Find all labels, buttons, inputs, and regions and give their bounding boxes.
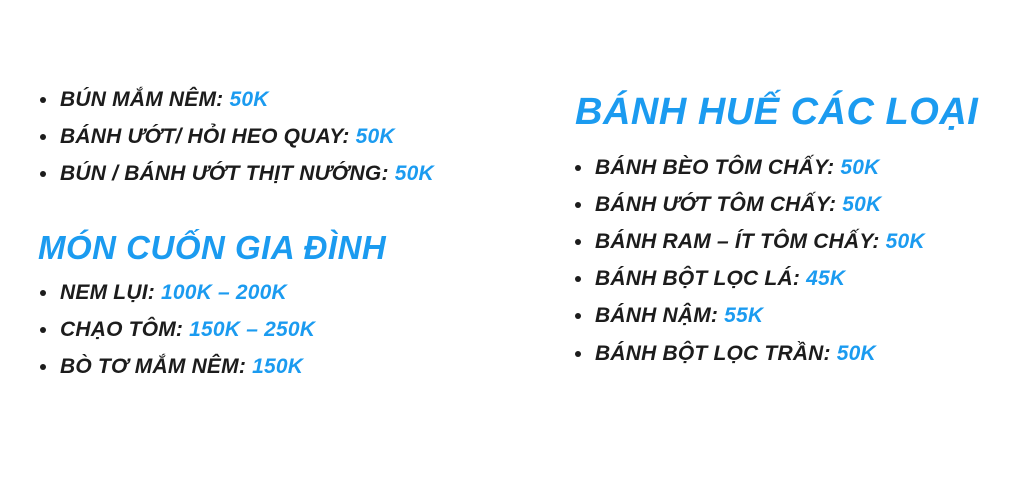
menu-item-name: BÒ TƠ MẮM NÊM:: [60, 355, 247, 378]
right-section-menu-list: [565, 156, 1005, 366]
list-item: [30, 162, 530, 186]
menu-item-price: 50K: [229, 88, 269, 111]
menu-item-price: 50K: [355, 125, 395, 149]
menu-item-name: BÚN MẮM NÊM:: [60, 88, 224, 111]
menu-item-price: 150K: [252, 355, 304, 378]
menu-item-name: BÁNH ƯỚT/ HỎI HEO QUAY:: [60, 125, 350, 149]
list-item: [565, 304, 1005, 328]
menu-item-price: 50K: [394, 162, 434, 186]
menu-item-name: BÁNH BỘT LỌC LÁ:: [595, 267, 801, 291]
list-item: [30, 125, 530, 149]
menu-item-price: 50K: [885, 230, 925, 254]
section-title-banh-hue-cac-loai: BÁNH HUẾ CÁC LOẠI: [575, 91, 979, 133]
menu-item-name: CHẠO TÔM:: [60, 317, 184, 341]
menu-item-price: 55K: [724, 304, 764, 328]
menu-item-name: BÁNH BỘT LỌC TRẦN:: [595, 341, 831, 365]
menu-item-name: BÚN / BÁNH ƯỚT THỊT NƯỚNG:: [60, 162, 389, 186]
list-item: [565, 230, 1005, 254]
menu-item-price: 100K – 200K: [160, 280, 287, 304]
menu-item-price: 50K: [836, 341, 876, 365]
left-column: [30, 88, 530, 392]
menu-item-price: 45K: [806, 267, 846, 291]
right-column: [565, 92, 1005, 379]
list-item: [565, 156, 1005, 180]
menu-item-name: BÁNH BÈO TÔM CHẤY:: [595, 155, 835, 179]
left-top-menu-list: [30, 88, 530, 186]
section-title-mon-cuon-gia-dinh: MÓN CUỐN GIA ĐÌNH: [38, 229, 387, 267]
list-item: [565, 342, 1005, 366]
menu-item-price: 150K – 250K: [189, 317, 316, 341]
menu-item-price: 50K: [840, 155, 880, 179]
list-item: [30, 88, 530, 112]
menu-item-name: BÁNH ƯỚT TÔM CHẤY:: [595, 192, 837, 216]
menu-item-name: NEM LỤI:: [60, 280, 155, 304]
list-item: [30, 281, 530, 305]
list-item: [565, 193, 1005, 217]
list-item: [30, 318, 530, 342]
left-section-menu-list: [30, 281, 530, 379]
list-item: [30, 355, 530, 379]
menu-item-name: BÁNH NẬM:: [595, 304, 719, 328]
menu-item-name: BÁNH RAM – ÍT TÔM CHẤY:: [595, 230, 880, 254]
list-item: [565, 267, 1005, 291]
menu-item-price: 50K: [842, 192, 882, 216]
